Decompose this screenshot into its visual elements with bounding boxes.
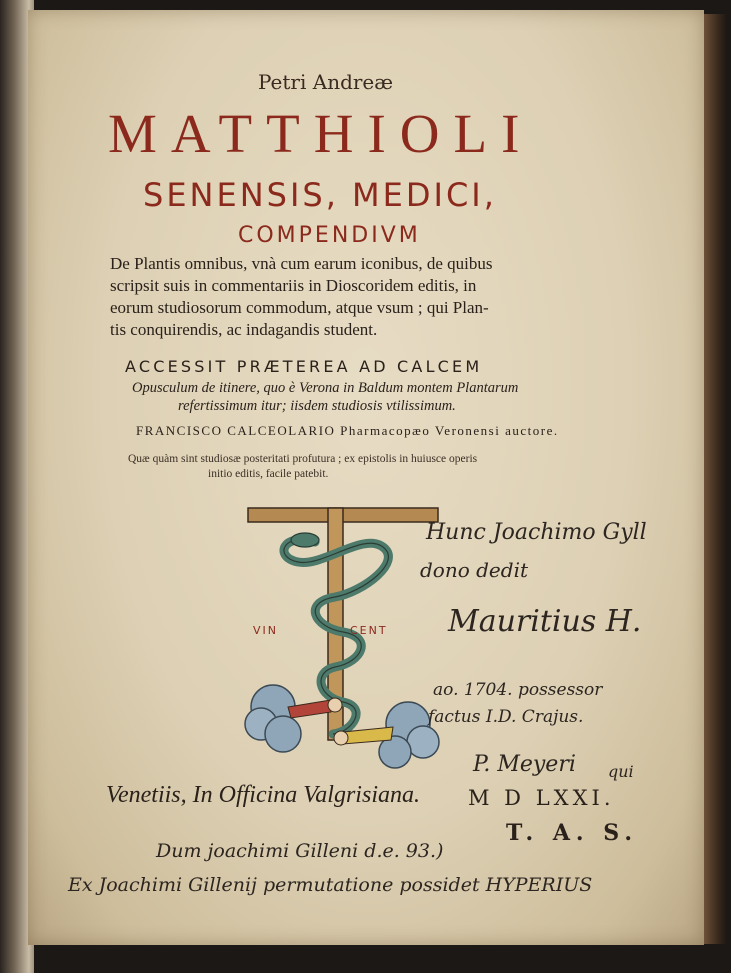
quae-line-2: initio editis, facile patebit. (208, 468, 329, 480)
inscription-8: Ex Joachimi Gillenij permutatione possidet HYPERIUS (68, 874, 593, 896)
opusculum-line-2: refertissimum itur; iisdem studiosis vtilissimum. (178, 398, 456, 414)
imprint-year: M D LXXI. (468, 786, 615, 810)
opusculum-line-1: Opusculum de itinere, quo è Verona in Baldum montem Plantarum (132, 380, 519, 396)
inscription-6: P. Meyeri (473, 752, 576, 777)
body-line-4: tis conquirendis, ac indagandis student. (110, 320, 378, 339)
left-hand (328, 698, 342, 712)
serpent-head (291, 533, 319, 547)
body-line-3: eorum studiosorum commodum, atque vsum ; qui Plan- (110, 298, 489, 317)
body-line-1: De Plantis omnibus, vnà cum earum iconibus, de quibus (110, 254, 493, 273)
inscription-4: ao. 1704. possessor (433, 680, 603, 700)
author-surname: MATTHIOLI (108, 103, 534, 164)
work-title: COMPENDIVM (238, 223, 421, 248)
tas-initials: T. A. S. (506, 820, 639, 846)
left-cloud (245, 685, 301, 752)
right-hand (334, 731, 348, 745)
signature-mauritius: Mauritius H. (448, 604, 642, 639)
quae-line-1: Quæ quàm sint studiosæ posteritati profutura ; ex epistolis in huiusce operis (128, 453, 478, 465)
motto-vin: VIN (253, 624, 278, 637)
printer-device-emblem (243, 502, 443, 772)
title-page (28, 10, 704, 945)
author-forename: Petri Andreæ (258, 70, 394, 94)
inscription-7: Dum joachimi Gilleni d.e. 93.) (156, 840, 444, 862)
body-line-2: scripsit suis in commentariis in Dioscoridem editis, in (110, 276, 477, 295)
imprint: Venetiis, In Officina Valgrisiana. (106, 782, 420, 808)
inscription-6b: qui (608, 762, 634, 781)
inscription-1: Hunc Joachimo Gyll (426, 520, 647, 545)
accessit-line: ACCESSIT PRÆTEREA AD CALCEM (125, 357, 483, 376)
inscription-2: dono dedit (420, 558, 528, 582)
author-origin: SENENSIS, MEDICI, (143, 176, 497, 214)
motto-cent: CENT (350, 624, 388, 637)
inscription-5: factus I.D. Crajus. (428, 707, 584, 727)
francisco-line: FRANCISCO CALCEOLARIO Pharmacopæo Veronensi auctore. (136, 423, 559, 438)
